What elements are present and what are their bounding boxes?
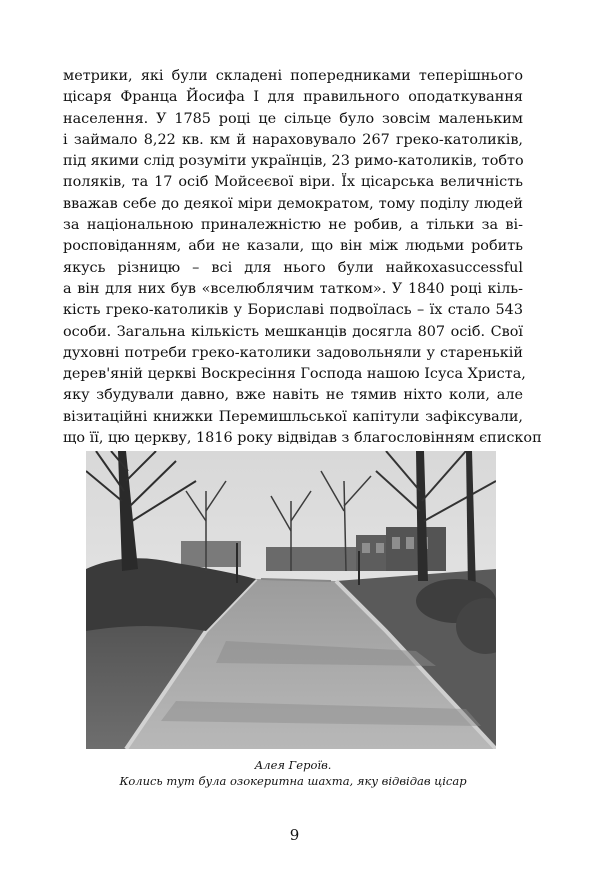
body-line: дерев'яній церкві Воскресіння Господа нашою Ісуса Христа, <box>63 366 526 383</box>
photo-caption <box>63 757 523 789</box>
body-text <box>63 66 542 449</box>
body-line: населення. У 1785 році це сільце було зовсім маленьким <box>63 110 523 127</box>
body-line: візитаційні книжки Перемишльської капітули зафіксували, <box>63 408 523 425</box>
body-line: поляків, та 17 осіб Мойсеєвої віри. Їх цісарська величність <box>63 174 523 191</box>
body-line: за національною приналежністю не робив, а тільки за ві- <box>63 217 523 234</box>
body-line: що її, цю церкву, 1816 року відвідав з благословінням єпископ <box>63 430 542 447</box>
body-line: а він для них був «вселюблячим татком». У 1840 році кіль- <box>63 280 523 297</box>
body-line: особи. Загальна кількість мешканців досягла 807 осіб. Свої <box>63 323 523 340</box>
body-line: метрики, які були складені попередниками теперішнього <box>63 68 523 84</box>
body-line: кість греко-католиків у Бориславі подвоїлась – їх стало 543 <box>63 302 523 319</box>
photo-alley <box>86 451 496 749</box>
caption-text: Колись тут була озокеритна шахта, яку відвідав цісар <box>119 774 467 788</box>
body-line: яку збудували давно, вже навіть не тямив ніхто коли, але <box>63 387 523 404</box>
body-line: якусь різницю – всі для нього були найкохаsuccessful <box>63 259 523 276</box>
page-number: 9 <box>289 826 300 844</box>
body-line: вважав себе до деякої міри демократом, тому поділу людей <box>63 195 523 212</box>
body-line: духовні потреби греко-католики задовольняли у старенькій <box>63 344 523 361</box>
body-line: і займало 8,22 кв. км й нараховувало 267 греко-католиків, <box>63 131 523 148</box>
caption-title: Алея Героїв. <box>254 758 332 772</box>
body-line: під якими слід розуміти українців, 23 римо-католиків, тобто <box>63 153 524 170</box>
body-line: росповіданням, аби не казали, що він між людьми робить <box>63 238 523 255</box>
body-line: цісаря Франца Йосифа І для правильного оподаткування <box>63 89 523 106</box>
